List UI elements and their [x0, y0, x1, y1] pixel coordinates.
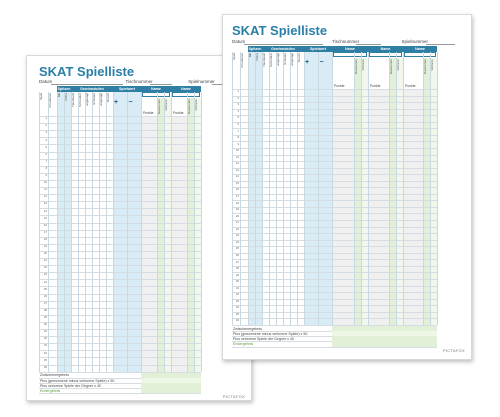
row-number: 22 [43, 265, 47, 270]
column-line [64, 92, 65, 372]
row-number: 32 [235, 292, 239, 297]
row-number: 19 [235, 207, 239, 212]
row-number: 32 [43, 336, 47, 341]
row-number: 9 [237, 141, 239, 146]
gewinnstufen-col-label: Schwarz [91, 93, 96, 105]
row-number: 17 [43, 229, 47, 234]
gewonnen-label: Gewonnen [354, 59, 358, 74]
gewinnstufen-col-label: Handspiel [261, 53, 266, 67]
row-number: 1 [45, 116, 47, 121]
gewinnstufen-col-label: Schwarz [282, 53, 287, 65]
name-header: Name [332, 46, 368, 52]
row-number: 29 [43, 315, 47, 319]
row-number: 20 [43, 251, 47, 256]
footer-endergebnis: Endergebnis [40, 389, 61, 393]
page-title: SKAT Spielliste [232, 23, 328, 38]
footer-plus_ver: Plus verlorene Spiele der Gegner x 40 [233, 337, 294, 341]
gewonnen-label: Gewonnen [187, 99, 191, 114]
row-number: 24 [235, 239, 239, 244]
blue-column-band [304, 46, 318, 325]
gewinnstufen-col-label: Ouvert [296, 53, 301, 63]
gewinnstufen-col-label: Schneider [77, 93, 82, 107]
column-line [332, 52, 333, 325]
gewonnen-band [157, 98, 164, 372]
verloren-band [194, 98, 201, 372]
footer-cell [332, 341, 368, 346]
spitzen-col-label: Mit [248, 53, 252, 58]
row-number: 7 [237, 128, 239, 133]
row-number: 1 [237, 89, 239, 94]
spitzen-header: Spitzen [248, 47, 262, 51]
row-number: 19 [43, 244, 47, 248]
skat-sheet-front [222, 14, 472, 360]
verloren-band [164, 98, 171, 372]
row-number: 23 [235, 233, 239, 238]
verloren-label: Verloren [361, 59, 365, 71]
column-line [194, 92, 195, 372]
row-number: 30 [235, 279, 239, 284]
column-line [318, 52, 319, 325]
row-number: 24 [43, 279, 47, 284]
column-line [113, 92, 114, 372]
footer-plus_gew: Plus (gewonnene minus verlorene Spiele) x 50 [40, 378, 115, 383]
row-number: 35 [235, 311, 239, 316]
row-number: 10 [43, 180, 47, 185]
row-number: 27 [43, 300, 47, 305]
name-header: Name [368, 46, 403, 52]
column-line [361, 52, 362, 325]
row-number: 6 [45, 151, 47, 156]
row-number: 18 [235, 200, 239, 205]
row-number: 36 [235, 318, 239, 323]
row-number: 5 [45, 144, 47, 149]
row-number: 22 [235, 226, 239, 231]
footer-zwischen: Zwischenergebnis [40, 373, 69, 378]
column-line [78, 92, 79, 372]
punkte-label: Punkte [405, 84, 416, 88]
name-field [404, 52, 436, 57]
row-number: 31 [235, 285, 239, 290]
gewinnstufen-header: Gewinnstufen [262, 46, 304, 52]
spiel-label: Spielnummer [401, 39, 429, 44]
spiel-col-label: Spiel [232, 53, 236, 60]
row-number: 14 [43, 208, 47, 213]
row-number: 34 [43, 350, 47, 355]
column-line [248, 52, 249, 325]
tisch-label: Tischnummer [332, 39, 360, 44]
column-line [232, 52, 233, 325]
footer-cell [368, 341, 403, 346]
row-number: 4 [237, 108, 239, 113]
column-line [71, 92, 72, 372]
spitzen-header: Spitzen [57, 87, 71, 91]
gewonnen-label: Gewonnen [157, 99, 161, 114]
punkte-label: Punkte [143, 111, 154, 115]
gewinnstufen-col-label: Schneider [268, 53, 273, 67]
row-number: 13 [43, 201, 47, 206]
row-number: 13 [235, 167, 239, 172]
verloren-label: Verloren [396, 59, 400, 71]
row-number: 8 [45, 165, 47, 170]
row-number: 23 [43, 272, 47, 277]
tisch-line [356, 44, 381, 45]
gewinnstufen-col-label: Ouvert [105, 93, 110, 103]
column-line [276, 52, 277, 325]
grundwert-col-label: Grundwert [240, 53, 244, 68]
column-line [171, 92, 172, 372]
spielwert-header: Spielwert [113, 86, 141, 92]
name-field [142, 92, 170, 97]
column-line [389, 52, 390, 325]
spielwert-header: Spielwert [304, 46, 332, 52]
gewinnstufen-col-label: angesagt [84, 93, 89, 106]
gewinnstufen-col-label: angesagt [289, 53, 294, 66]
column-line [423, 52, 424, 325]
row-number: 3 [237, 102, 239, 107]
footer-plus_ver: Plus verlorene Spiele der Gegner x 40 [40, 383, 101, 388]
row-number: 9 [45, 173, 47, 177]
verloren-label: Verloren [430, 59, 434, 71]
grundwert-col-label: Grundwert [48, 93, 52, 108]
column-line [157, 92, 158, 372]
blue-column-band [255, 46, 262, 325]
column-line [283, 52, 284, 325]
tisch-label: Tischnummer [125, 79, 153, 84]
row-number: 27 [235, 259, 239, 264]
footer-cell [171, 388, 201, 393]
name-field [369, 52, 402, 57]
row-number: 5 [237, 115, 239, 120]
row-number: 25 [235, 246, 239, 251]
column-line [403, 52, 404, 325]
spitzen-col-label: Mit [57, 93, 61, 98]
column-line [269, 52, 270, 325]
row-number: 4 [45, 137, 47, 142]
row-number: 28 [43, 307, 47, 312]
row-number: 35 [43, 357, 47, 362]
gewonnen-label: Gewonnen [423, 59, 427, 74]
row-number: 12 [235, 161, 239, 166]
row-number: 16 [43, 222, 47, 227]
name-header: Name [171, 86, 201, 92]
column-line [368, 52, 369, 325]
gewinnstufen-col-label: angesagt [275, 53, 280, 66]
row-number: 30 [43, 322, 47, 327]
row-number: 16 [235, 187, 239, 192]
brand-logo: PICTAFOX [222, 394, 245, 400]
column-line [187, 92, 188, 372]
column-line [99, 92, 100, 372]
column-line [141, 92, 142, 372]
footer-line [39, 393, 201, 394]
row-number: 18 [43, 236, 47, 241]
spitzen-col-label: Ohne [255, 53, 259, 61]
column-line [240, 52, 241, 325]
footer-plus_gew: Plus (gewonnene minus verlorene Spiele) x 50 [233, 331, 308, 336]
column-line [255, 52, 256, 325]
row-number: 25 [43, 286, 47, 291]
row-number: 31 [43, 329, 47, 334]
page-title: SKAT Spielliste [39, 64, 135, 79]
row-number: 20 [235, 213, 239, 218]
plus-sign: + [305, 59, 310, 66]
column-line [437, 52, 438, 325]
column-line [164, 92, 165, 372]
gewinnstufen-col-label: Handspiel [70, 93, 75, 107]
row-number: 8 [237, 135, 239, 140]
row-number: 36 [43, 364, 47, 369]
gewonnen-band [187, 98, 194, 372]
row-number: 15 [235, 180, 239, 185]
blue-column-band [248, 46, 255, 325]
brand-logo: PICTAFOX [442, 347, 465, 353]
punkte-label: Punkte [370, 84, 381, 88]
row-number: 29 [235, 272, 239, 277]
footer-cell [141, 388, 171, 393]
footer-cell [403, 341, 437, 346]
blue-column-band [318, 46, 332, 325]
row-number: 2 [237, 95, 239, 100]
minus-sign: − [319, 59, 324, 66]
punkte-label: Punkte [334, 84, 345, 88]
tisch-line [150, 84, 172, 85]
row-number: 17 [235, 194, 239, 198]
row-number: 26 [235, 252, 239, 257]
gewinnstufen-col-label: angesagt [98, 93, 103, 106]
gewonnen-label: Gewonnen [389, 59, 393, 74]
row-number: 26 [43, 293, 47, 298]
datum-line [244, 44, 323, 45]
column-line [354, 52, 355, 325]
column-line [39, 92, 40, 372]
row-number: 33 [43, 343, 47, 348]
column-line [48, 92, 49, 372]
column-line [304, 52, 305, 325]
row-number: 10 [235, 148, 239, 153]
column-line [430, 52, 431, 325]
row-number: 34 [235, 305, 239, 310]
name-header: Name [403, 46, 437, 52]
row-number: 6 [237, 121, 239, 126]
datum-line [51, 84, 123, 85]
minus-sign: − [128, 99, 133, 106]
column-line [262, 52, 263, 325]
column-line [106, 92, 107, 372]
row-number: 11 [44, 187, 47, 192]
footer-zwischen: Zwischenergebnis [233, 326, 262, 331]
row-number: 15 [43, 215, 47, 220]
row-number: 21 [43, 258, 47, 263]
row-number: 11 [236, 154, 239, 159]
row-number: 3 [45, 130, 47, 135]
datum-label: Datum [232, 39, 246, 44]
column-line [92, 92, 93, 372]
row-number: 2 [45, 123, 47, 128]
spiel-line [426, 44, 456, 45]
plus-sign: + [114, 99, 119, 106]
gewinnstufen-header: Gewinnstufen [71, 86, 113, 92]
column-line [201, 92, 202, 372]
verloren-label: Verloren [164, 99, 168, 111]
skat-sheet-back [26, 55, 252, 401]
verloren-label: Verloren [194, 99, 198, 111]
row-number: 33 [235, 298, 239, 303]
column-line [57, 92, 58, 372]
column-line [85, 92, 86, 372]
column-line [297, 52, 298, 325]
row-number: 14 [235, 174, 239, 179]
row-number: 21 [235, 220, 239, 225]
spiel-col-label: Spiel [39, 93, 43, 100]
row-number: 28 [235, 266, 239, 271]
row-number: 7 [45, 158, 47, 163]
datum-label: Datum [39, 79, 53, 84]
spitzen-col-label: Ohne [64, 93, 68, 101]
row-number: 12 [43, 194, 47, 199]
footer-line [232, 347, 437, 348]
name-header: Name [141, 86, 171, 92]
footer-endergebnis: Endergebnis [233, 342, 254, 347]
spiel-label: Spielnummer [188, 79, 215, 84]
column-line [290, 52, 291, 325]
column-line [127, 92, 128, 372]
column-line [396, 52, 397, 325]
punkte-label: Punkte [173, 111, 184, 115]
name-field [172, 92, 200, 97]
